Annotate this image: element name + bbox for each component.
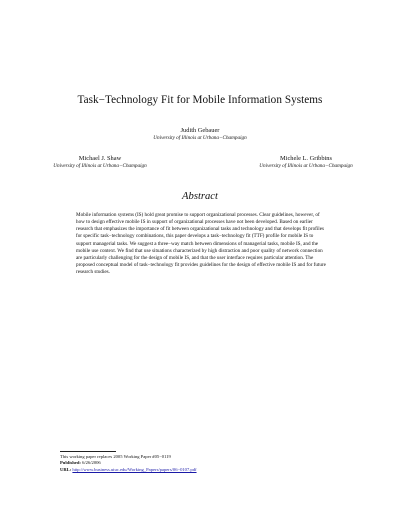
author-affiliation: University of Illinois at Urbana−Champaign [53,163,147,169]
author-gebauer [0,127,400,142]
author-shaw [20,155,180,170]
author-affiliation: University of Illinois at Urbana−Champaign [153,135,247,141]
published-date: 6/26/2006 [82,460,101,466]
author-name: Michael J. Shaw [78,155,122,162]
footnote-divider [60,451,116,452]
published-label: Published: [60,460,81,466]
footnote-replaces: This working paper replaces 2005 Working Paper #05−0119 [60,454,171,459]
url-label: URL: [60,466,72,472]
footnotes [60,454,360,473]
author-name: Michele L. Gribbins [279,155,332,162]
paper-title: Task−Technology Fit for Mobile Information Systems [77,94,323,106]
author-name: Judith Gebauer [180,127,220,134]
paper-url-link[interactable]: http://www.business.uiuc.edu/Working_Papers/papers/06−0107.pdf [72,466,197,472]
abstract-body: Mobile information systems (IS) hold great promise to support organizational processes. Clear guidelines, however, of how to design effective mobile IS in support of organizational processes have not been developed. Based on earlier research that emphasizes the importance of fit between organizational tasks and technology and that develops fit profiles for specific task−technology combinations, this paper develops a task−technology fit (TTF) profile for mobile IS to support managerial tasks. We suggest a three−way match between dimensions of managerial tasks, mobile IS, and the mobile use context. We find that use situations characterized by high distraction and poor quality of network connection are particularly challenging for the design of mobile IS, and that the user interface requires particular attention. The proposed conceptual model of task−technology fit provides guidelines for the design of effective mobile IS and for future research studies. [76,212,326,276]
footnote-url [60,467,360,473]
abstract-heading: Abstract [182,191,218,202]
author-gribbins [213,155,399,170]
author-affiliation: University of Illinois at Urbana−Champaign [259,163,353,169]
